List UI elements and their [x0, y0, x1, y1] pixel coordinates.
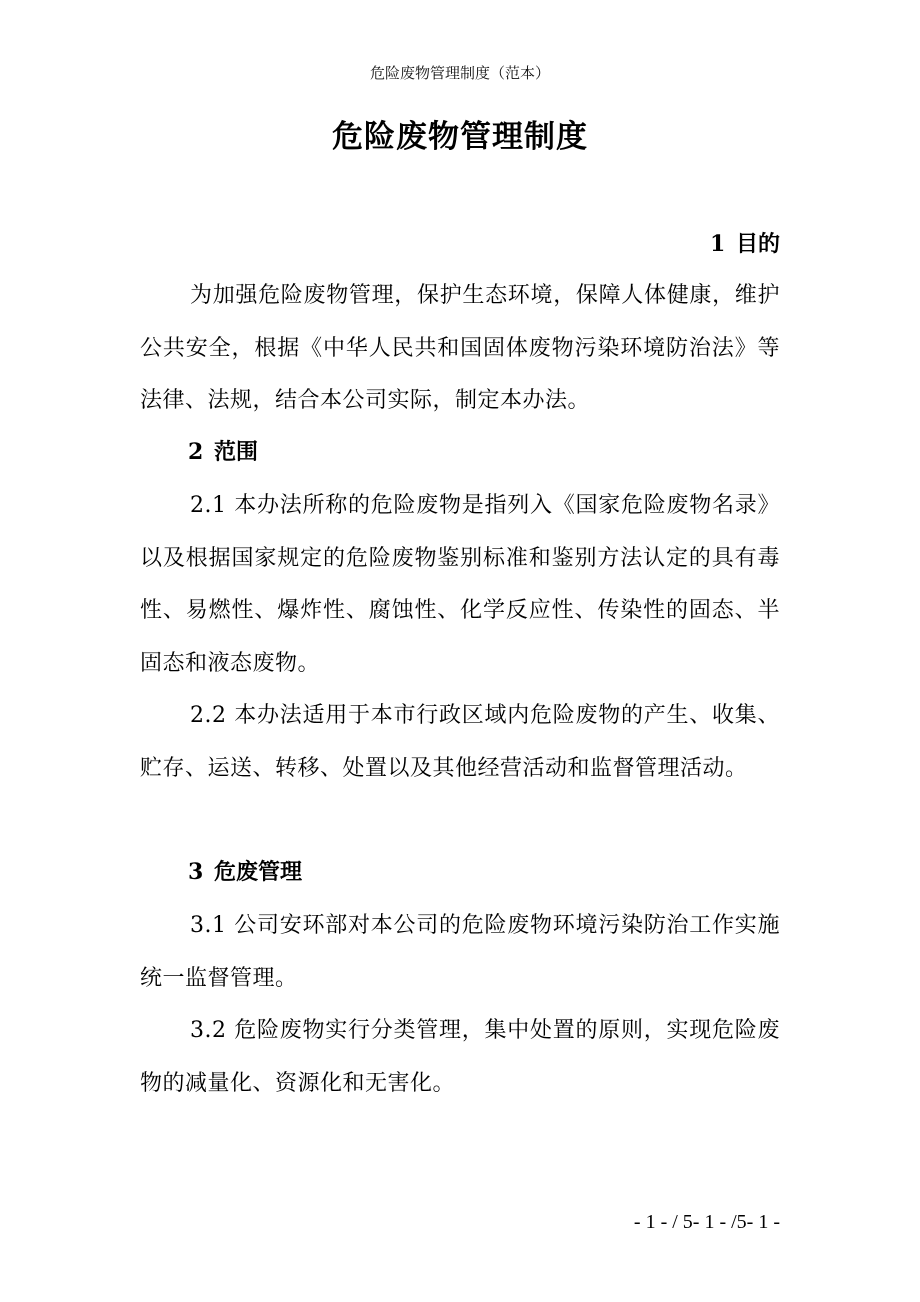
paragraph-2-2: 2.2 本办法适用于本市行政区域内危险废物的产生、收集、贮存、运送、转移、处置以及其他经营活动和监督管理活动。: [140, 703, 780, 781]
section-title: 范围: [214, 439, 259, 465]
section-number: 3: [188, 859, 204, 885]
document-title: 危险废物管理制度: [332, 119, 588, 155]
page-number-footer: - 1 - / 5- 1 - /5- 1 -: [633, 1211, 780, 1233]
paragraph-3-2: 3.2 危险废物实行分类管理，集中处置的原则，实现危险废物的减量化、资源化和无害化。: [140, 1018, 780, 1096]
paragraph-purpose: 为加强危险废物管理，保护生态环境，保障人体健康，维护公共安全，根据《中华人民共和国固体废物污染环境防治法》等法律、法规，结合本公司实际，制定本办法。: [140, 283, 780, 413]
running-header: 危险废物管理制度（范本）: [369, 64, 550, 82]
section-title: 危废管理: [214, 859, 303, 885]
paragraph-3-1: 3.1 公司安环部对本公司的危险废物环境污染防治工作实施统一监督管理。: [140, 913, 780, 991]
section-heading-1: [710, 228, 780, 260]
section-heading-3: [188, 856, 302, 888]
section-number: 1: [709, 231, 726, 257]
section-number: 2: [188, 439, 204, 465]
paragraph-2-1: 2.1 本办法所称的危险废物是指列入《国家危险废物名录》以及根据国家规定的危险废物鉴别标准和鉴别方法认定的具有毒性、易燃性、爆炸性、腐蚀性、化学反应性、传染性的固态、半固态和液态废物。: [140, 493, 780, 676]
section-heading-2: [188, 436, 258, 468]
section-title: 目的: [735, 231, 780, 257]
